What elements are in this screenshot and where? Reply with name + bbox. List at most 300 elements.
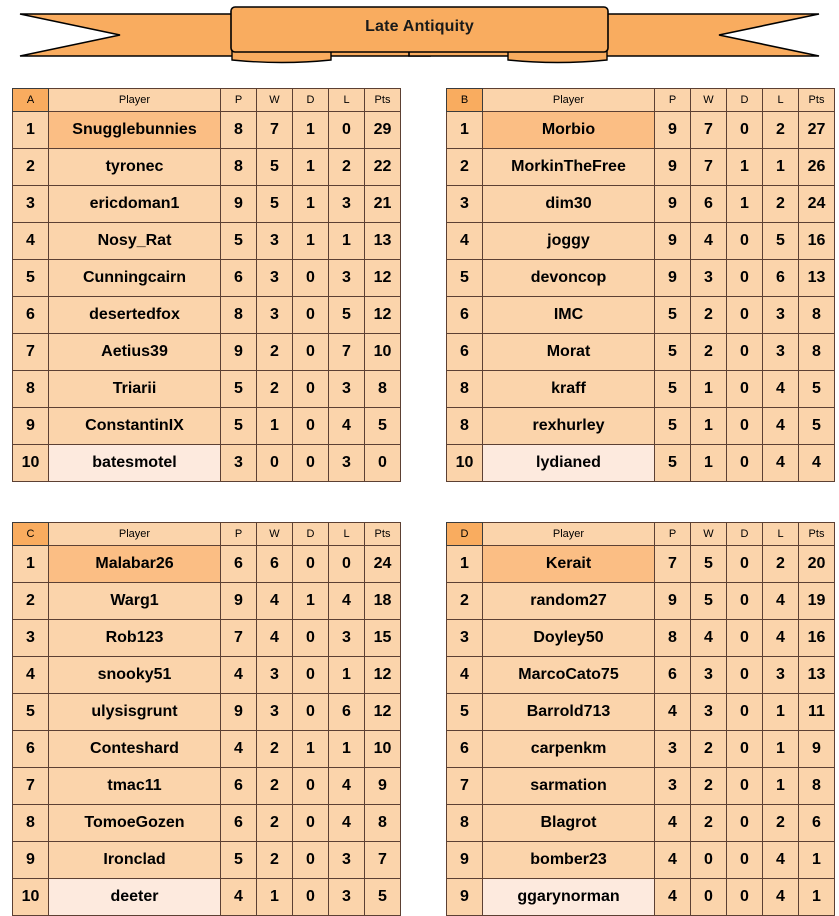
lost-cell: 4 xyxy=(763,371,799,408)
points-cell: 0 xyxy=(365,445,401,482)
player-name-cell[interactable]: Aetius39 xyxy=(49,334,221,371)
ribbon-center-plaque xyxy=(231,7,608,52)
drawn-cell: 0 xyxy=(727,297,763,334)
played-cell: 9 xyxy=(655,260,691,297)
page-title: Late Antiquity xyxy=(365,18,474,35)
played-cell: 8 xyxy=(221,149,257,186)
drawn-cell: 0 xyxy=(727,879,763,916)
won-cell: 2 xyxy=(257,334,293,371)
drawn-cell: 0 xyxy=(293,620,329,657)
position-cell: 2 xyxy=(447,583,483,620)
played-cell: 4 xyxy=(221,657,257,694)
won-cell: 7 xyxy=(691,149,727,186)
drawn-cell: 1 xyxy=(727,186,763,223)
lost-cell: 0 xyxy=(329,112,365,149)
player-name-cell[interactable]: MorkinTheFree xyxy=(483,149,655,186)
lost-cell: 4 xyxy=(763,408,799,445)
table-row xyxy=(447,694,835,731)
lost-cell: 3 xyxy=(329,260,365,297)
played-cell: 8 xyxy=(221,112,257,149)
position-cell: 4 xyxy=(13,223,49,260)
player-name-cell[interactable]: Snugglebunnies xyxy=(49,112,221,149)
column-header-d[interactable]: D xyxy=(727,89,763,112)
points-cell: 5 xyxy=(365,879,401,916)
player-name-cell[interactable]: kraff xyxy=(483,371,655,408)
column-header-player[interactable]: Player xyxy=(483,523,655,546)
played-cell: 3 xyxy=(221,445,257,482)
lost-cell: 5 xyxy=(329,297,365,334)
column-header-pts[interactable]: Pts xyxy=(799,89,835,112)
played-cell: 9 xyxy=(655,186,691,223)
won-cell: 5 xyxy=(691,583,727,620)
won-cell: 2 xyxy=(691,297,727,334)
table-row xyxy=(447,408,835,445)
player-name-cell[interactable]: Blagrot xyxy=(483,805,655,842)
drawn-cell: 0 xyxy=(293,260,329,297)
column-header-w[interactable]: W xyxy=(257,89,293,112)
drawn-cell: 0 xyxy=(293,546,329,583)
won-cell: 1 xyxy=(257,408,293,445)
player-name-cell[interactable]: joggy xyxy=(483,223,655,260)
points-cell: 8 xyxy=(799,768,835,805)
player-name-cell[interactable]: Barrold713 xyxy=(483,694,655,731)
position-cell: 6 xyxy=(13,731,49,768)
drawn-cell: 0 xyxy=(293,371,329,408)
points-cell: 5 xyxy=(365,408,401,445)
played-cell: 4 xyxy=(655,805,691,842)
column-header-l[interactable]: L xyxy=(329,89,365,112)
drawn-cell: 0 xyxy=(727,546,763,583)
points-cell: 24 xyxy=(365,546,401,583)
won-cell: 2 xyxy=(257,805,293,842)
points-cell: 10 xyxy=(365,731,401,768)
position-cell: 3 xyxy=(13,620,49,657)
drawn-cell: 0 xyxy=(727,260,763,297)
player-name-cell[interactable]: dim30 xyxy=(483,186,655,223)
played-cell: 5 xyxy=(655,297,691,334)
player-name-cell[interactable]: Doyley50 xyxy=(483,620,655,657)
lost-cell: 6 xyxy=(329,694,365,731)
table-slot-b xyxy=(419,88,838,482)
lost-cell: 1 xyxy=(763,768,799,805)
table-row xyxy=(13,842,401,879)
position-cell: 6 xyxy=(13,297,49,334)
position-cell: 4 xyxy=(447,223,483,260)
drawn-cell: 0 xyxy=(293,768,329,805)
table-row xyxy=(13,186,401,223)
column-header-pts[interactable]: Pts xyxy=(365,89,401,112)
position-cell: 5 xyxy=(13,694,49,731)
played-cell: 9 xyxy=(221,334,257,371)
drawn-cell: 0 xyxy=(293,445,329,482)
drawn-cell: 0 xyxy=(293,334,329,371)
lost-cell: 2 xyxy=(329,149,365,186)
player-name-cell[interactable]: Morat xyxy=(483,334,655,371)
player-name-cell[interactable]: Nosy_Rat xyxy=(49,223,221,260)
drawn-cell: 1 xyxy=(727,149,763,186)
drawn-cell: 1 xyxy=(293,583,329,620)
player-name-cell[interactable]: Rob123 xyxy=(49,620,221,657)
played-cell: 5 xyxy=(221,223,257,260)
player-name-cell[interactable]: carpenkm xyxy=(483,731,655,768)
player-name-cell[interactable]: tyronec xyxy=(49,149,221,186)
league-table-d xyxy=(446,522,835,916)
played-cell: 5 xyxy=(655,408,691,445)
played-cell: 4 xyxy=(655,842,691,879)
played-cell: 4 xyxy=(221,731,257,768)
table-body-d xyxy=(447,546,835,916)
column-header-l[interactable]: L xyxy=(763,523,799,546)
column-header-w[interactable]: W xyxy=(691,523,727,546)
position-cell: 10 xyxy=(13,445,49,482)
column-header-d[interactable]: D xyxy=(293,523,329,546)
won-cell: 4 xyxy=(257,620,293,657)
position-cell: 5 xyxy=(447,694,483,731)
played-cell: 5 xyxy=(221,842,257,879)
won-cell: 3 xyxy=(691,260,727,297)
player-name-cell[interactable]: lydianed xyxy=(483,445,655,482)
points-cell: 11 xyxy=(799,694,835,731)
drawn-cell: 0 xyxy=(727,805,763,842)
table-row xyxy=(13,260,401,297)
points-cell: 10 xyxy=(365,334,401,371)
won-cell: 3 xyxy=(257,297,293,334)
won-cell: 1 xyxy=(691,408,727,445)
column-header-d[interactable]: D xyxy=(293,89,329,112)
player-name-cell[interactable]: deeter xyxy=(49,879,221,916)
group-label-d: D xyxy=(447,523,483,546)
table-row xyxy=(13,657,401,694)
player-name-cell[interactable]: snooky51 xyxy=(49,657,221,694)
drawn-cell: 0 xyxy=(727,694,763,731)
player-name-cell[interactable]: TomoeGozen xyxy=(49,805,221,842)
drawn-cell: 1 xyxy=(293,149,329,186)
player-name-cell[interactable]: IMC xyxy=(483,297,655,334)
played-cell: 5 xyxy=(655,334,691,371)
position-cell: 3 xyxy=(447,620,483,657)
won-cell: 1 xyxy=(257,879,293,916)
table-row xyxy=(447,879,835,916)
drawn-cell: 1 xyxy=(293,186,329,223)
position-cell: 8 xyxy=(447,805,483,842)
drawn-cell: 0 xyxy=(293,297,329,334)
player-name-cell[interactable]: devoncop xyxy=(483,260,655,297)
points-cell: 16 xyxy=(799,620,835,657)
player-name-cell[interactable]: MarcoCato75 xyxy=(483,657,655,694)
table-row xyxy=(13,297,401,334)
column-header-p[interactable]: P xyxy=(655,523,691,546)
position-cell: 9 xyxy=(13,408,49,445)
lost-cell: 4 xyxy=(763,842,799,879)
position-cell: 9 xyxy=(447,842,483,879)
lost-cell: 1 xyxy=(329,657,365,694)
league-table-a xyxy=(12,88,401,482)
played-cell: 3 xyxy=(655,731,691,768)
group-label-b: B xyxy=(447,89,483,112)
column-header-player[interactable]: Player xyxy=(49,523,221,546)
lost-cell: 5 xyxy=(763,223,799,260)
league-table-b xyxy=(446,88,835,482)
lost-cell: 3 xyxy=(329,371,365,408)
points-cell: 12 xyxy=(365,694,401,731)
played-cell: 6 xyxy=(221,768,257,805)
drawn-cell: 0 xyxy=(727,334,763,371)
lost-cell: 4 xyxy=(329,768,365,805)
table-row xyxy=(447,334,835,371)
position-cell: 2 xyxy=(447,149,483,186)
points-cell: 9 xyxy=(799,731,835,768)
lost-cell: 2 xyxy=(763,546,799,583)
player-name-cell[interactable]: random27 xyxy=(483,583,655,620)
table-row xyxy=(13,408,401,445)
won-cell: 2 xyxy=(257,842,293,879)
lost-cell: 4 xyxy=(763,620,799,657)
table-row xyxy=(13,149,401,186)
won-cell: 2 xyxy=(257,731,293,768)
position-cell: 2 xyxy=(13,583,49,620)
table-row xyxy=(13,768,401,805)
table-row xyxy=(447,657,835,694)
position-cell: 7 xyxy=(13,768,49,805)
won-cell: 3 xyxy=(257,694,293,731)
won-cell: 2 xyxy=(257,768,293,805)
table-row xyxy=(13,546,401,583)
played-cell: 6 xyxy=(221,260,257,297)
position-cell: 2 xyxy=(13,149,49,186)
table-row xyxy=(13,879,401,916)
player-name-cell[interactable]: Malabar26 xyxy=(49,546,221,583)
table-row xyxy=(13,371,401,408)
won-cell: 0 xyxy=(691,842,727,879)
table-row xyxy=(447,260,835,297)
position-cell: 6 xyxy=(447,334,483,371)
points-cell: 21 xyxy=(365,186,401,223)
points-cell: 8 xyxy=(365,805,401,842)
drawn-cell: 0 xyxy=(293,879,329,916)
won-cell: 4 xyxy=(257,583,293,620)
won-cell: 2 xyxy=(257,371,293,408)
lost-cell: 3 xyxy=(329,879,365,916)
player-name-cell[interactable]: bomber23 xyxy=(483,842,655,879)
group-label-c: C xyxy=(13,523,49,546)
player-name-cell[interactable]: rexhurley xyxy=(483,408,655,445)
lost-cell: 4 xyxy=(329,583,365,620)
won-cell: 3 xyxy=(691,694,727,731)
table-row xyxy=(447,805,835,842)
won-cell: 5 xyxy=(691,546,727,583)
points-cell: 12 xyxy=(365,657,401,694)
lost-cell: 1 xyxy=(329,731,365,768)
position-cell: 8 xyxy=(447,408,483,445)
column-header-d[interactable]: D xyxy=(727,523,763,546)
points-cell: 20 xyxy=(799,546,835,583)
table-row xyxy=(447,223,835,260)
title-banner xyxy=(0,0,839,74)
played-cell: 6 xyxy=(655,657,691,694)
drawn-cell: 0 xyxy=(293,805,329,842)
played-cell: 7 xyxy=(221,620,257,657)
won-cell: 5 xyxy=(257,186,293,223)
position-cell: 6 xyxy=(447,297,483,334)
drawn-cell: 0 xyxy=(727,371,763,408)
position-cell: 7 xyxy=(447,768,483,805)
won-cell: 2 xyxy=(691,731,727,768)
drawn-cell: 0 xyxy=(293,408,329,445)
won-cell: 3 xyxy=(257,260,293,297)
column-header-p[interactable]: P xyxy=(221,523,257,546)
lost-cell: 3 xyxy=(329,842,365,879)
played-cell: 4 xyxy=(655,694,691,731)
column-header-player[interactable]: Player xyxy=(49,89,221,112)
points-cell: 19 xyxy=(799,583,835,620)
points-cell: 4 xyxy=(799,445,835,482)
played-cell: 4 xyxy=(221,879,257,916)
points-cell: 12 xyxy=(365,297,401,334)
lost-cell: 3 xyxy=(329,186,365,223)
column-header-player[interactable]: Player xyxy=(483,89,655,112)
player-name-cell[interactable]: Cunningcairn xyxy=(49,260,221,297)
position-cell: 1 xyxy=(13,112,49,149)
lost-cell: 4 xyxy=(763,583,799,620)
played-cell: 6 xyxy=(221,546,257,583)
table-row xyxy=(13,583,401,620)
points-cell: 8 xyxy=(365,371,401,408)
player-name-cell[interactable]: Ironclad xyxy=(49,842,221,879)
table-row xyxy=(447,620,835,657)
points-cell: 13 xyxy=(799,260,835,297)
drawn-cell: 1 xyxy=(293,112,329,149)
drawn-cell: 1 xyxy=(293,223,329,260)
points-cell: 8 xyxy=(799,297,835,334)
player-name-cell[interactable]: ericdoman1 xyxy=(49,186,221,223)
played-cell: 5 xyxy=(221,371,257,408)
won-cell: 6 xyxy=(691,186,727,223)
won-cell: 0 xyxy=(691,879,727,916)
position-cell: 9 xyxy=(447,879,483,916)
played-cell: 5 xyxy=(655,371,691,408)
won-cell: 3 xyxy=(691,657,727,694)
lost-cell: 2 xyxy=(763,112,799,149)
lost-cell: 3 xyxy=(329,620,365,657)
player-name-cell[interactable]: ConstantinIX xyxy=(49,408,221,445)
table-header-row xyxy=(13,523,401,546)
lost-cell: 4 xyxy=(763,879,799,916)
player-name-cell[interactable]: batesmotel xyxy=(49,445,221,482)
won-cell: 4 xyxy=(691,223,727,260)
table-row xyxy=(13,805,401,842)
points-cell: 5 xyxy=(799,371,835,408)
won-cell: 4 xyxy=(691,620,727,657)
position-cell: 7 xyxy=(13,334,49,371)
won-cell: 5 xyxy=(257,149,293,186)
column-header-pts[interactable]: Pts xyxy=(799,523,835,546)
lost-cell: 1 xyxy=(763,149,799,186)
points-cell: 1 xyxy=(799,879,835,916)
points-cell: 7 xyxy=(365,842,401,879)
player-name-cell[interactable]: ulysisgrunt xyxy=(49,694,221,731)
player-name-cell[interactable]: tmac11 xyxy=(49,768,221,805)
won-cell: 2 xyxy=(691,334,727,371)
lost-cell: 4 xyxy=(763,445,799,482)
won-cell: 6 xyxy=(257,546,293,583)
played-cell: 8 xyxy=(655,620,691,657)
points-cell: 24 xyxy=(799,186,835,223)
played-cell: 5 xyxy=(221,408,257,445)
lost-cell: 3 xyxy=(763,657,799,694)
table-slot-c xyxy=(0,522,419,916)
drawn-cell: 0 xyxy=(727,223,763,260)
played-cell: 9 xyxy=(221,694,257,731)
table-row xyxy=(13,694,401,731)
won-cell: 1 xyxy=(691,445,727,482)
column-header-p[interactable]: P xyxy=(221,89,257,112)
position-cell: 10 xyxy=(13,879,49,916)
league-table-c xyxy=(12,522,401,916)
table-row xyxy=(13,334,401,371)
table-header-row xyxy=(447,523,835,546)
played-cell: 9 xyxy=(221,583,257,620)
player-name-cell[interactable]: Conteshard xyxy=(49,731,221,768)
won-cell: 3 xyxy=(257,223,293,260)
table-row xyxy=(447,731,835,768)
table-row xyxy=(447,186,835,223)
lost-cell: 0 xyxy=(329,546,365,583)
played-cell: 3 xyxy=(655,768,691,805)
position-cell: 5 xyxy=(13,260,49,297)
column-header-l[interactable]: L xyxy=(329,523,365,546)
player-name-cell[interactable]: Morbio xyxy=(483,112,655,149)
column-header-p[interactable]: P xyxy=(655,89,691,112)
won-cell: 2 xyxy=(691,768,727,805)
column-header-l[interactable]: L xyxy=(763,89,799,112)
drawn-cell: 0 xyxy=(293,694,329,731)
column-header-w[interactable]: W xyxy=(257,523,293,546)
drawn-cell: 0 xyxy=(727,408,763,445)
player-name-cell[interactable]: Warg1 xyxy=(49,583,221,620)
player-name-cell[interactable]: desertedfox xyxy=(49,297,221,334)
tables-row-bottom xyxy=(0,522,839,916)
played-cell: 9 xyxy=(655,112,691,149)
position-cell: 10 xyxy=(447,445,483,482)
points-cell: 27 xyxy=(799,112,835,149)
won-cell: 2 xyxy=(691,805,727,842)
position-cell: 4 xyxy=(447,657,483,694)
position-cell: 8 xyxy=(13,805,49,842)
points-cell: 6 xyxy=(799,805,835,842)
played-cell: 7 xyxy=(655,546,691,583)
banner-ribbon-graphic xyxy=(0,0,839,74)
drawn-cell: 0 xyxy=(293,842,329,879)
position-cell: 6 xyxy=(447,731,483,768)
table-header-row xyxy=(13,89,401,112)
position-cell: 8 xyxy=(13,371,49,408)
player-name-cell[interactable]: sarmation xyxy=(483,768,655,805)
points-cell: 26 xyxy=(799,149,835,186)
table-row xyxy=(447,546,835,583)
drawn-cell: 0 xyxy=(727,768,763,805)
drawn-cell: 1 xyxy=(293,731,329,768)
table-row xyxy=(13,112,401,149)
won-cell: 7 xyxy=(691,112,727,149)
column-header-pts[interactable]: Pts xyxy=(365,523,401,546)
column-header-w[interactable]: W xyxy=(691,89,727,112)
player-name-cell[interactable]: Triarii xyxy=(49,371,221,408)
player-name-cell[interactable]: Kerait xyxy=(483,546,655,583)
position-cell: 5 xyxy=(447,260,483,297)
table-body-b xyxy=(447,112,835,482)
position-cell: 1 xyxy=(13,546,49,583)
player-name-cell[interactable]: ggarynorman xyxy=(483,879,655,916)
